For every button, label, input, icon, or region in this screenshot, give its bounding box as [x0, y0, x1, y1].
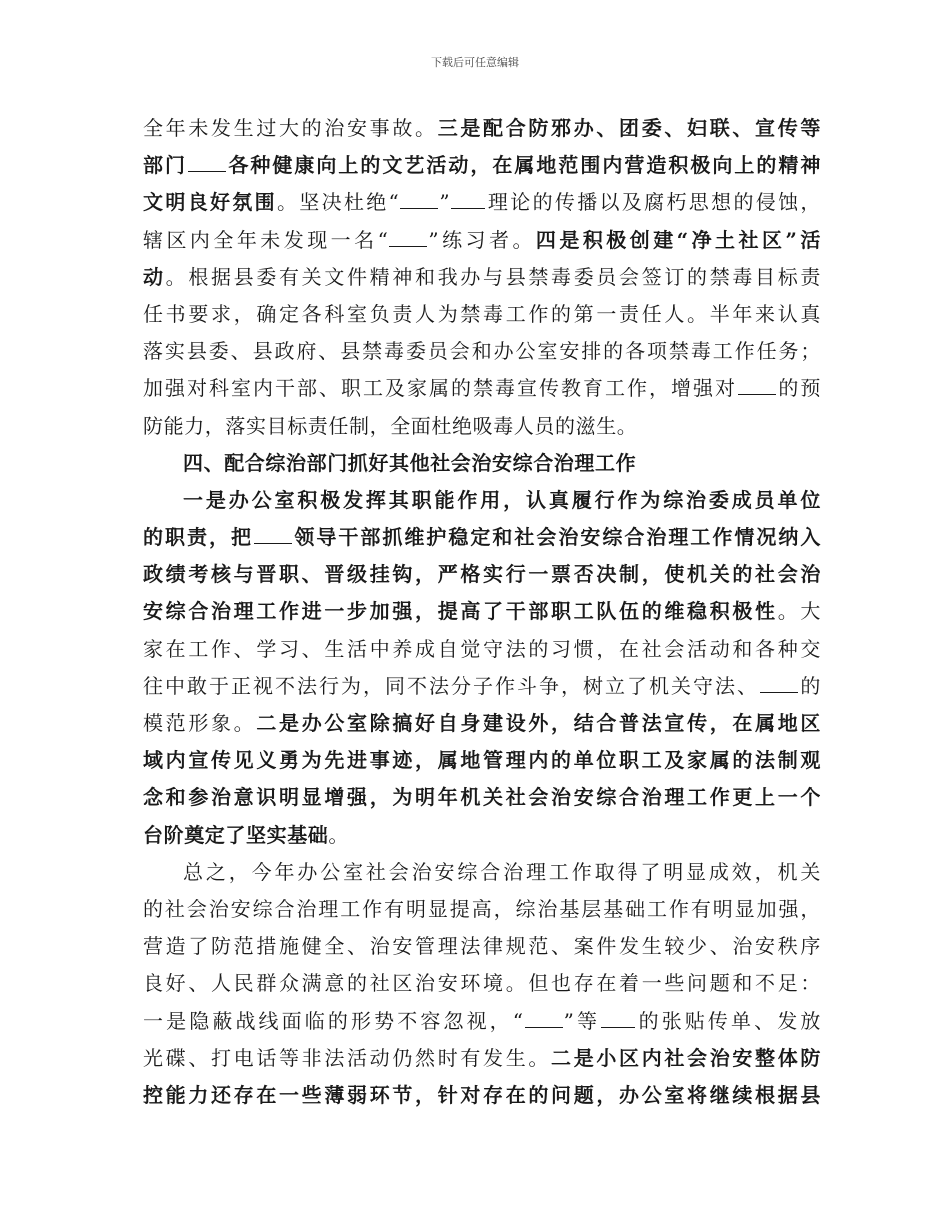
bold-text-run: 领导干部抓维护稳定和社会治安综合治理工作情况纳入 — [293, 525, 821, 550]
text-line — [143, 1003, 821, 1040]
text-run: ”等 — [563, 1008, 601, 1033]
text-line — [143, 668, 821, 705]
text-line: 任书要求，确定各科室负责人为禁毒工作的第一责任人。半年来认真 — [143, 301, 821, 326]
text-line: 域内宣传见义勇为先进事迹，属地管理内的单位职工及家属的法制观 — [143, 748, 821, 773]
bold-text-run: 的职责，把 — [143, 525, 253, 550]
blank-underline — [525, 1005, 563, 1028]
text-run: ”练习者。 — [428, 227, 536, 252]
text-line — [143, 222, 821, 259]
text-run: 。坚决杜绝“ — [276, 190, 400, 215]
blank-underline — [188, 149, 226, 172]
text-line: 念和参治意识明显增强，为明年机关社会治安综合治理工作更上一个 — [143, 785, 821, 810]
text-run: 加强对科室内干部、职工及家属的禁毒宣传教育工作，增强对 — [143, 376, 737, 401]
blank-underline — [451, 186, 485, 209]
bold-text-run: 部门 — [143, 153, 187, 178]
text-line — [143, 817, 821, 854]
text-line: 良好、人民群众满意的社区治安环境。但也存在着一些问题和不足： — [143, 971, 821, 996]
blank-underline — [400, 186, 438, 209]
text-line — [143, 259, 821, 296]
text-line: 营造了防范措施健全、治安管理法律规范、案件发生较少、治安秩序 — [143, 934, 821, 959]
text-run: 光碟、打电话等非法活动仍然时有发生。 — [143, 1045, 552, 1070]
text-line — [143, 1040, 821, 1077]
text-line — [143, 147, 821, 184]
text-line — [143, 184, 821, 221]
bold-text-run: 二是办公室除搞好自身建设外，结合普法宣传，在属地区 — [256, 711, 822, 735]
text-run: 的 — [798, 673, 821, 698]
text-run: 的预 — [777, 376, 821, 401]
bold-text-run: 各种健康向上的文艺活动，在属地范围内营造积极向上的精神 — [227, 153, 821, 178]
text-run: 一是隐蔽战线面临的形势不容忽视，“ — [143, 1008, 524, 1033]
text-line: 家在工作、学习、生活中养成自觉守法的习惯，在社会活动和各种交 — [143, 636, 821, 661]
text-run: 理论的传播以及腐朽思想的侵蚀， — [486, 190, 822, 215]
text-line: 控能力还存在一些薄弱环节，针对存在的问题，办公室将继续根据县 — [143, 1082, 821, 1107]
blank-underline — [254, 521, 292, 544]
text-line: 的社会治安综合治理工作有明显提高，综治基层基础工作有明显加强， — [143, 896, 821, 921]
text-line — [143, 370, 821, 407]
text-line: 落实县委、县政府、县禁毒委员会和办公室安排的各项禁毒工作任务； — [143, 339, 821, 364]
text-run: 模范形象。 — [143, 711, 257, 735]
text-line: 防能力，落实目标责任制，全面杜绝吸毒人员的滋生。 — [143, 413, 638, 438]
text-run: 。根据县委有关文件精神和我办与县禁毒委员会签订的禁毒目标责 — [165, 264, 821, 289]
document-body — [143, 110, 821, 1114]
text-run: ” — [439, 190, 451, 215]
page-header: 下载后可任意编辑 — [431, 56, 519, 69]
section-heading: 四、配合综治部门抓好其他社会治安综合治理工作 — [183, 450, 637, 475]
bold-text-run: 二是小区内社会治安整体防 — [551, 1045, 821, 1070]
blank-underline — [389, 224, 427, 247]
bold-text-run: 动 — [143, 264, 166, 289]
bold-text-run: 四是积极创建“净土社区”活 — [535, 227, 821, 252]
text-line — [143, 519, 821, 556]
text-run: 的张贴传单、发放 — [636, 1008, 821, 1033]
text-line: 一是办公室积极发挥其职能作用，认真履行作为综治委成员单位 — [183, 487, 821, 512]
blank-underline — [601, 1005, 635, 1028]
text-run: 辖区内全年未发现一名“ — [143, 227, 389, 252]
text-run: 。 — [328, 822, 350, 847]
bold-text-run: 三是配合防邪办、团委、妇联、宣传等 — [437, 116, 821, 140]
blank-underline — [760, 670, 798, 693]
blank-underline — [738, 372, 776, 395]
text-line: 政绩考核与晋职、晋级挂钩，严格实行一票否决制，使机关的社会治 — [143, 562, 821, 587]
text-line: 总之，今年办公室社会治安综合治理工作取得了明显成效，机关 — [183, 859, 821, 884]
text-line — [143, 593, 821, 630]
text-line — [143, 705, 821, 742]
text-run: 全年未发生过大的治安事故。 — [143, 116, 438, 140]
bold-text-run: 文明良好氛围 — [143, 190, 277, 215]
bold-text-run: 安综合治理工作进一步加强，提高了干部职工队伍的维稳积极性 — [143, 599, 778, 624]
bold-text-run: 台阶奠定了坚实基础 — [143, 822, 329, 847]
text-run: 往中敢于正视不法行为，同不法分子作斗争，树立了机关守法、 — [143, 673, 759, 698]
text-run: 。大 — [777, 599, 821, 624]
text-line — [143, 110, 821, 147]
